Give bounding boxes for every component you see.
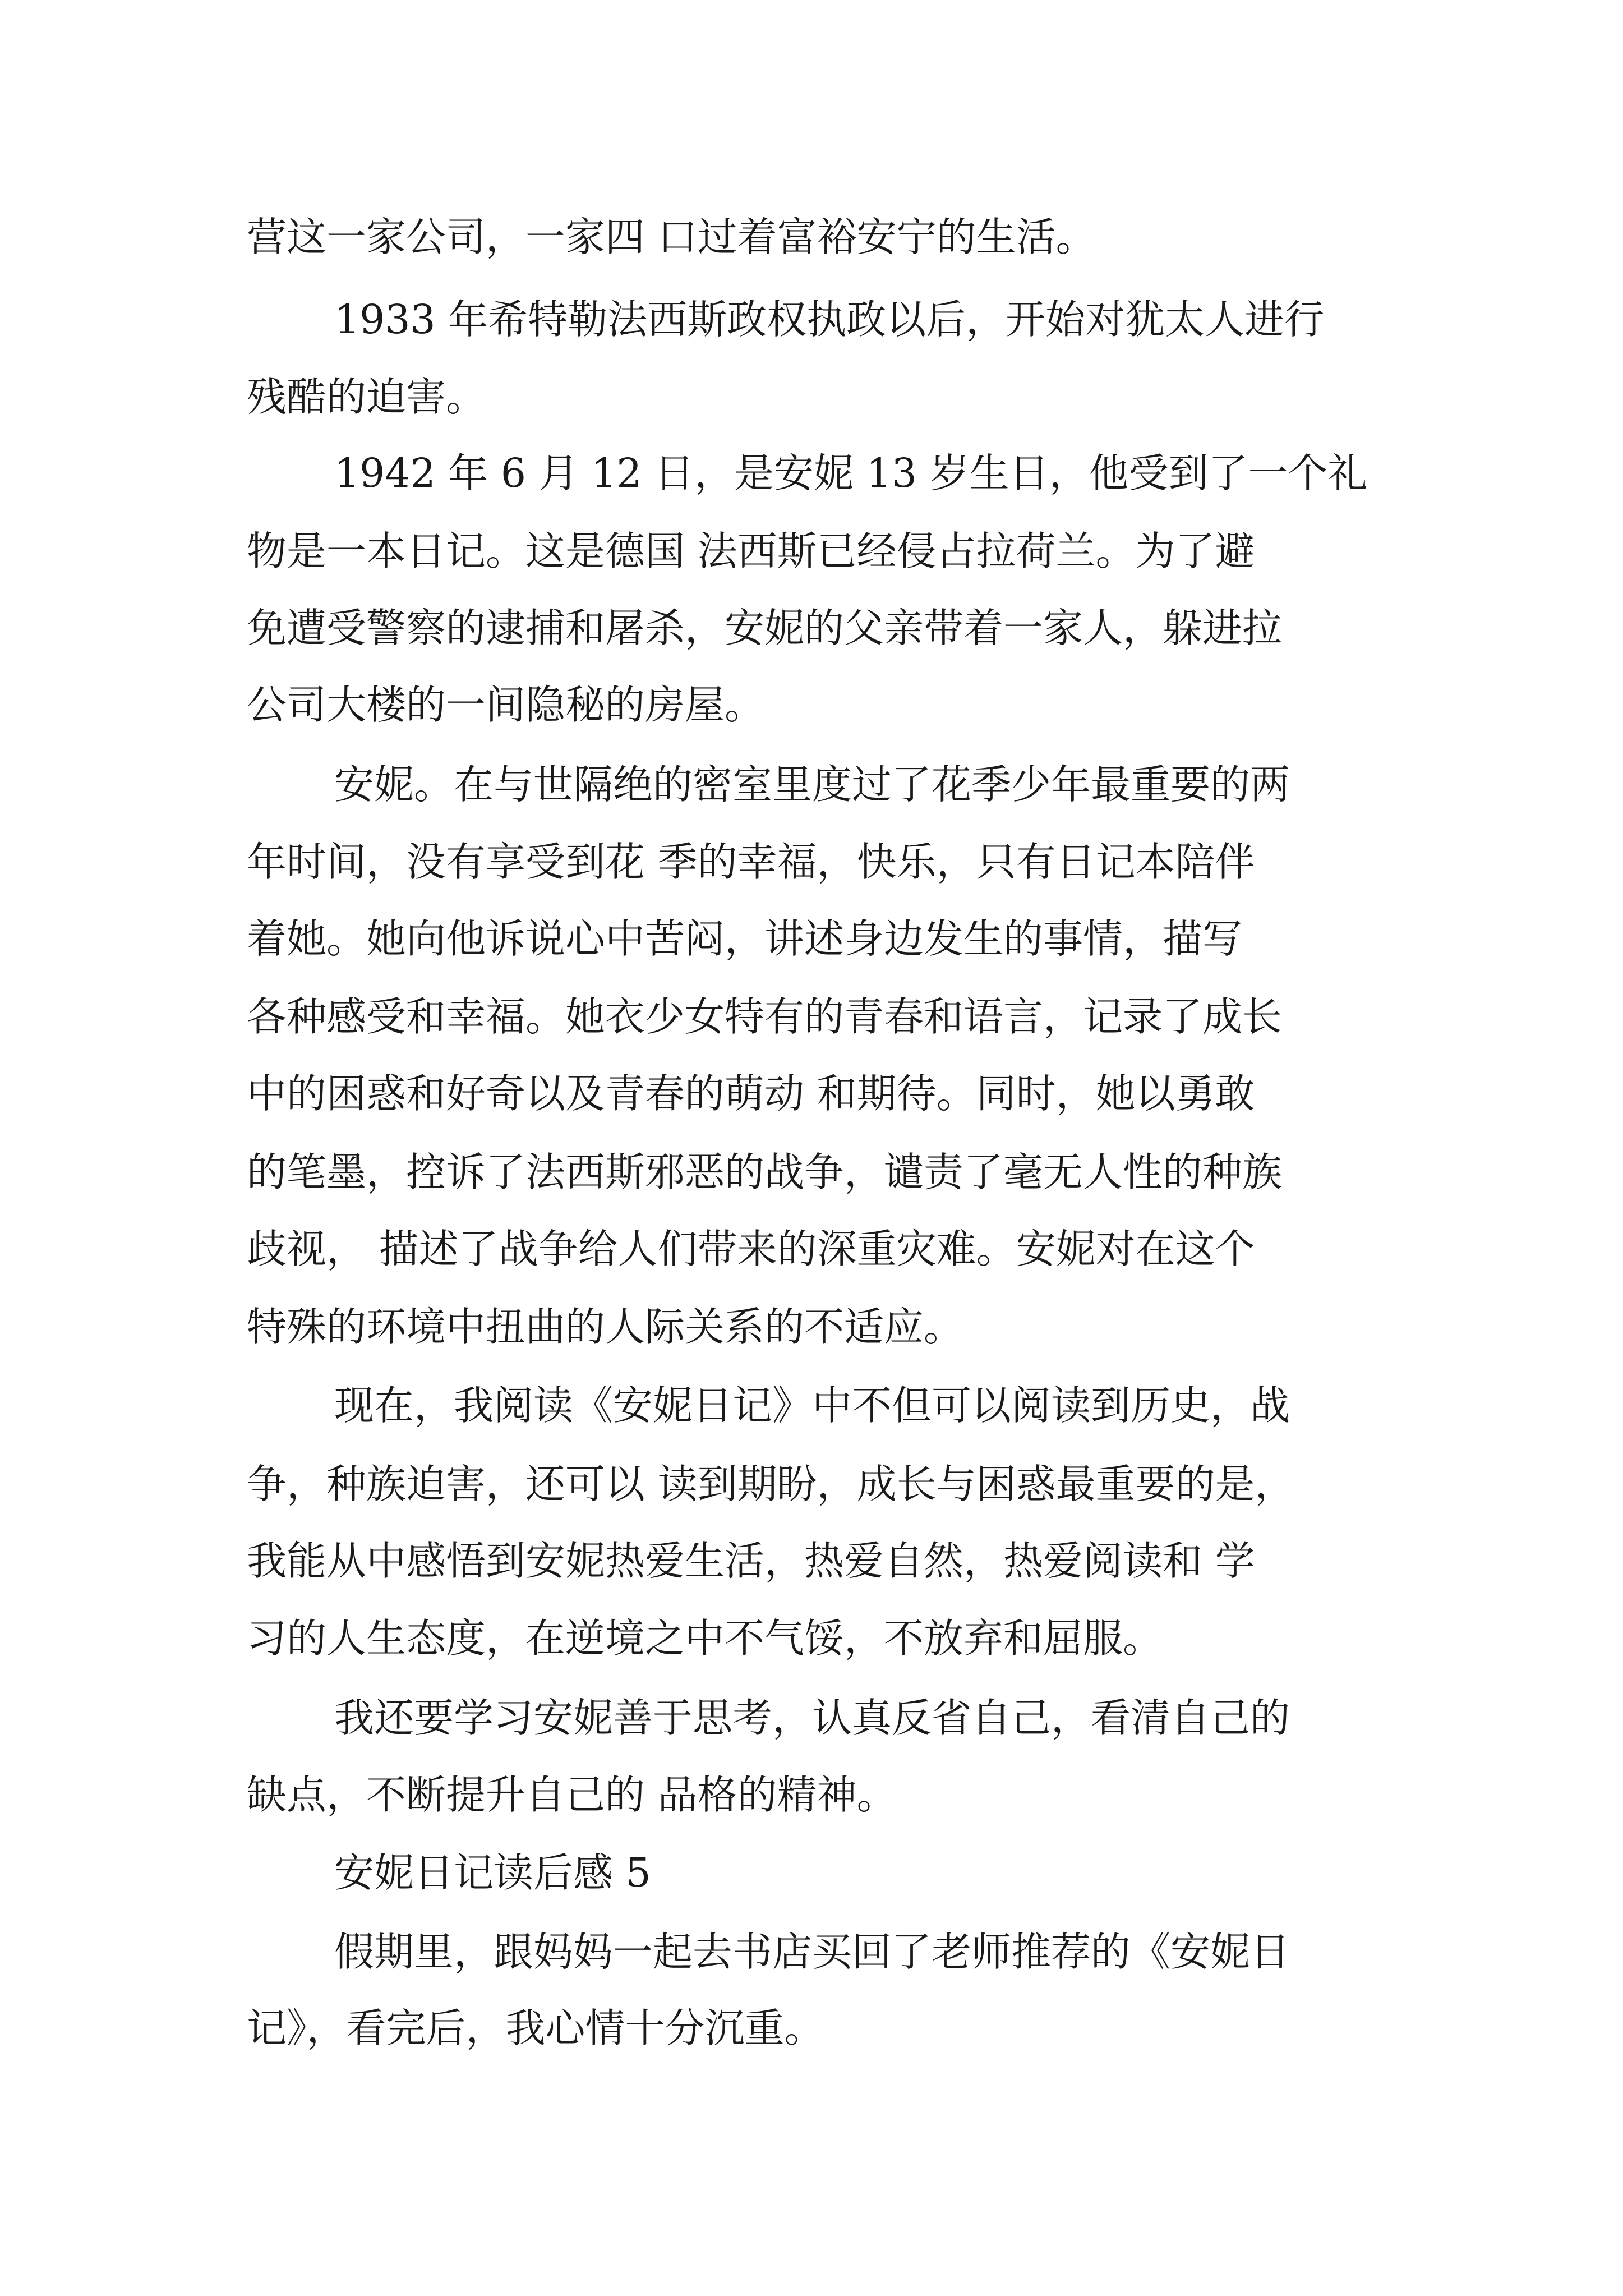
text-line: 1942 年 6 月 12 日，是安妮 13 岁生日，他受到了一个礼 [334,450,1368,496]
text-line: 安妮。在与世隔绝的密室里度过了花季少年最重要的两 [334,761,1290,808]
text-line: 争，种族迫害，还可以 读到期盼，成长与困惑最重要的是， [247,1461,1295,1507]
text-line: 免遭受警察的逮捕和屠杀，安妮的父亲带着一家人，躲进拉 [247,605,1283,651]
text-line: 假期里，跟妈妈一起去书店买回了老师推荐的《安妮日 [334,1929,1290,1975]
text-line: 记》，看完后，我心情十分沉重。 [247,2005,824,2051]
text-line: 公司大楼的一间隐秘的房屋。 [247,682,765,728]
text-line: 中的困惑和好奇以及青春的萌动 和期待。同时，她以勇敢 [247,1070,1255,1117]
section-heading: 安妮日记读后感 5 [334,1849,651,1896]
text-line: 各种感受和幸福。她衣少女特有的青春和语言，记录了成长 [247,993,1283,1040]
text-line: 营这一家公司，一家四 口过着富裕安宁的生活。 [247,214,1096,260]
text-line: 特殊的环境中扭曲的人际关系的不适应。 [247,1304,964,1350]
text-line: 物是一本日记。这是德国 法西斯已经侵占拉荷兰。为了避 [247,528,1255,574]
text-line: 现在，我阅读《安妮日记》中不但可以阅读到历史，战 [334,1382,1290,1429]
text-line: 缺点，不断提升自己的 品格的精神。 [247,1772,897,1818]
text-line: 残酷的迫害。 [247,374,486,420]
text-line: 习的人生态度，在逆境之中不气馁，不放弃和屈服。 [247,1615,1163,1662]
text-line: 我能从中感悟到安妮热爱生活，热爱自然，热爱阅读和 学 [247,1538,1255,1584]
text-line: 着她。她向他诉说心中苦闷，讲述身边发生的事情，描写 [247,915,1243,962]
text-line: 的笔墨，控诉了法西斯邪恶的战争，谴责了毫无人性的种族 [247,1149,1283,1195]
text-line: 歧视， 描述了战争给人们带来的深重灾难。安妮对在这个 [247,1226,1255,1272]
text-line: 1933 年希特勒法西斯政权执政以后，开始对犹太人进行 [334,296,1325,343]
text-line: 年时间，没有享受到花 季的幸福，快乐，只有日记本陪伴 [247,839,1255,885]
text-line: 我还要学习安妮善于思考，认真反省自己，看清自己的 [334,1695,1290,1741]
